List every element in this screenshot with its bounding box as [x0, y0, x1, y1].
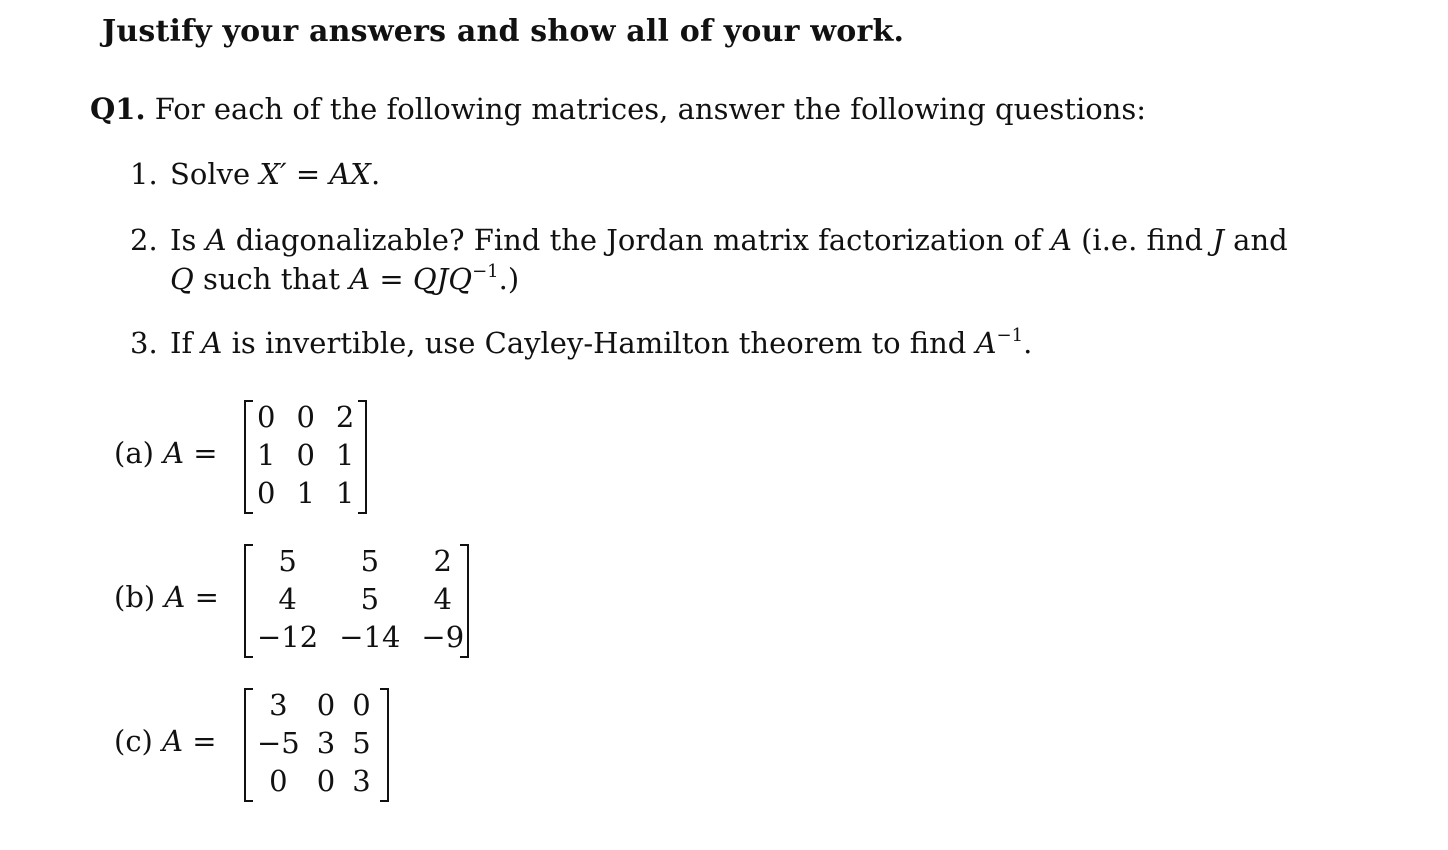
matrix-cell: 3 [316, 726, 336, 760]
matrix-row [250, 542, 471, 580]
matrix-cell: 0 [257, 400, 276, 434]
matrix-label: (a) A = [114, 436, 218, 470]
matrix-cell: −12 [257, 620, 319, 654]
item-number: 3. [130, 326, 158, 360]
matrix-cell: 0 [296, 438, 315, 472]
item-text-line-1: Is A diagonalizable? Find the Jordan matrix factorization of A (i.e. find J and [170, 223, 1288, 257]
matrix-label: (b) A = [114, 580, 219, 614]
matrix-cell: 1 [296, 476, 315, 510]
right-bracket [380, 688, 389, 802]
matrix-cell: 0 [352, 688, 371, 722]
matrix-row [250, 474, 361, 512]
matrix-row [250, 686, 378, 724]
matrix-cell: 5 [360, 544, 380, 578]
matrix-row [250, 724, 378, 762]
matrix-cell: 0 [257, 476, 276, 510]
matrix-cell: 0 [316, 688, 336, 722]
matrix-cell: 1 [335, 476, 355, 510]
matrix-row [250, 436, 361, 474]
matrix-cell: 3 [269, 688, 288, 722]
matrix-cell: 5 [278, 544, 297, 578]
matrix-b [250, 542, 471, 656]
matrix-row [250, 398, 361, 436]
matrix-row [250, 618, 471, 656]
item-text: If A is invertible, use Cayley-Hamilton theorem to find $A^{-1}$. [170, 325, 1033, 360]
matrix-cell: −14 [339, 620, 401, 654]
matrix-cell: 1 [335, 438, 355, 472]
matrix-cell: 2 [335, 400, 355, 434]
right-bracket [460, 544, 469, 658]
matrix-c [250, 686, 378, 800]
right-bracket [358, 400, 367, 514]
item-text: Solve X′ = AX. [170, 157, 381, 191]
matrix-cell: −9 [421, 620, 465, 654]
matrix-cell: 4 [278, 582, 297, 616]
matrix-cell: 4 [433, 582, 452, 616]
matrix-cell: 2 [433, 544, 452, 578]
matrix-row [250, 762, 378, 800]
matrix-cell: −5 [257, 726, 300, 760]
item-number: 2. [130, 223, 158, 257]
matrix-cell: 5 [360, 582, 380, 616]
item-number: 1. [130, 157, 158, 191]
matrix-row [250, 580, 471, 618]
question-q1 [90, 92, 1146, 126]
matrix-a [250, 398, 361, 512]
question-prompt: For each of the following matrices, answer the following questions: [154, 92, 1147, 126]
page-heading: Justify your answers and show all of your work. [102, 14, 905, 49]
matrix-cell: 3 [352, 764, 371, 798]
matrix-cell: 5 [352, 726, 371, 760]
matrix-cell: 0 [316, 764, 336, 798]
matrix-cell: 0 [269, 764, 288, 798]
item-text-line-2: Q such that $A = QJQ^{-1}$.) [170, 261, 520, 296]
matrix-cell: 0 [296, 400, 315, 434]
matrix-label: (c) A = [114, 724, 217, 758]
question-number: Q1. [90, 92, 146, 126]
matrix-cell: 1 [257, 438, 276, 472]
